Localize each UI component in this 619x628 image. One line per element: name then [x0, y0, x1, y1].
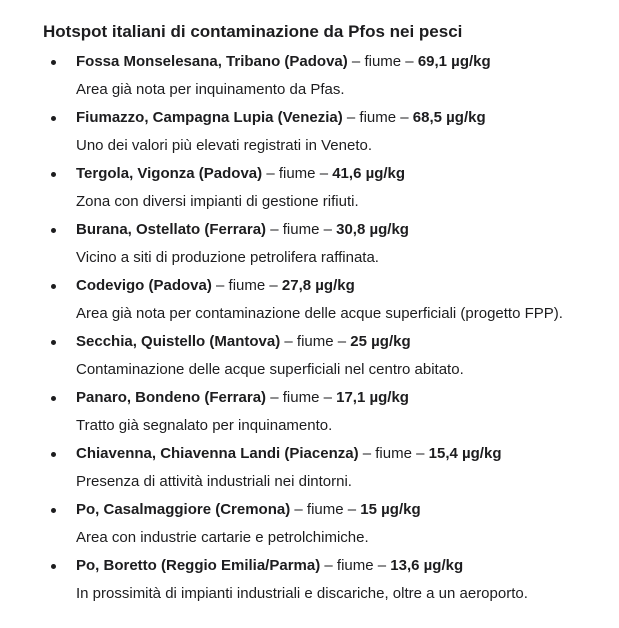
list-item	[43, 163, 613, 219]
bullet-icon	[51, 508, 56, 513]
item-heading: Chiavenna, Chiavenna Landi (Piacenza) – fiume – 15,4 µg/kg	[76, 445, 502, 462]
item-note: Uno dei valori più elevati registrati in Veneto.	[76, 137, 373, 154]
list-item	[43, 51, 613, 107]
document	[43, 18, 613, 611]
list-item	[43, 443, 613, 499]
item-type: fiume	[359, 109, 397, 126]
item-heading: Panaro, Bondeno (Ferrara) – fiume – 17,1 µg/kg	[76, 389, 409, 406]
item-note: Area con industrie cartarie e petrolchimiche.	[76, 529, 369, 546]
item-value: 27,8 µg/kg	[281, 277, 355, 294]
item-type: fiume	[336, 557, 374, 574]
document-title: Hotspot italiani di contaminazione da Pfos nei pesci	[43, 22, 463, 41]
item-note: Vicino a siti di produzione petrolifera raffinata.	[76, 249, 379, 266]
item-value: 30,8 µg/kg	[336, 221, 409, 238]
item-note: Presenza di attività industriali nei dintorni.	[76, 473, 352, 490]
item-type: fiume	[306, 501, 344, 518]
item-type: fiume	[278, 165, 316, 182]
item-place: Po, Casalmaggiore (Cremona)	[76, 501, 291, 518]
item-place: Fiumazzo, Campagna Lupia (Venezia)	[76, 109, 343, 126]
item-place: Codevigo (Padova)	[76, 277, 212, 294]
item-heading: Burana, Ostellato (Ferrara) – fiume – 30,8 µg/kg	[76, 221, 409, 238]
list-item	[43, 387, 613, 443]
item-value: 69,1 µg/kg	[417, 53, 491, 70]
item-place: Chiavenna, Chiavenna Landi (Piacenza)	[76, 445, 359, 462]
item-place: Burana, Ostellato (Ferrara)	[76, 221, 267, 238]
hotspot-list	[43, 51, 613, 611]
item-note: Contaminazione delle acque superficiali nel centro abitato.	[76, 361, 464, 378]
bullet-icon	[51, 60, 56, 65]
item-value: 13,6 µg/kg	[390, 557, 464, 574]
item-value: 41,6 µg/kg	[332, 165, 406, 182]
item-place: Po, Boretto (Reggio Emilia/Parma)	[76, 557, 321, 574]
item-value: 15,4 µg/kg	[428, 445, 502, 462]
bullet-icon	[51, 172, 56, 177]
item-heading: Fossa Monselesana, Tribano (Padova) – fiume – 69,1 µg/kg	[76, 53, 491, 70]
item-type: fiume	[282, 389, 320, 406]
item-value: 15 µg/kg	[360, 501, 421, 518]
item-heading: Secchia, Quistello (Mantova) – fiume – 25 µg/kg	[76, 333, 411, 350]
list-item	[43, 331, 613, 387]
item-type: fiume	[364, 53, 402, 70]
item-heading: Tergola, Vigonza (Padova) – fiume – 41,6 µg/kg	[76, 165, 406, 182]
item-heading: Codevigo (Padova) – fiume – 27,8 µg/kg	[76, 277, 355, 294]
item-heading: Po, Casalmaggiore (Cremona) – fiume – 15 µg/kg	[76, 501, 421, 518]
bullet-icon	[51, 564, 56, 569]
item-note: Tratto già segnalato per inquinamento.	[76, 417, 333, 434]
bullet-icon	[51, 396, 56, 401]
item-heading: Po, Boretto (Reggio Emilia/Parma) – fiume – 13,6 µg/kg	[76, 557, 464, 574]
list-item	[43, 499, 613, 555]
item-value: 17,1 µg/kg	[336, 389, 409, 406]
bullet-icon	[51, 284, 56, 289]
list-item	[43, 555, 613, 611]
item-type: fiume	[228, 277, 266, 294]
item-place: Fossa Monselesana, Tribano (Padova)	[76, 53, 348, 70]
list-item	[43, 219, 613, 275]
bullet-icon	[51, 228, 56, 233]
item-type: fiume	[375, 445, 412, 462]
item-place: Panaro, Bondeno (Ferrara)	[76, 389, 267, 406]
bullet-icon	[51, 340, 56, 345]
item-note: Area già nota per contaminazione delle acque superficiali (progetto FPP).	[76, 305, 563, 322]
list-item	[43, 107, 613, 163]
item-note: Zona con diversi impianti di gestione rifiuti.	[76, 193, 359, 210]
item-heading: Fiumazzo, Campagna Lupia (Venezia) – fiume – 68,5 µg/kg	[76, 109, 486, 126]
item-value: 25 µg/kg	[350, 333, 411, 350]
bullet-icon	[51, 452, 56, 457]
bullet-icon	[51, 116, 56, 121]
item-type: fiume	[296, 333, 334, 350]
item-place: Secchia, Quistello (Mantova)	[76, 333, 281, 350]
item-value: 68,5 µg/kg	[412, 109, 486, 126]
item-note: In prossimità di impianti industriali e discariche, oltre a un aeroporto.	[76, 585, 528, 602]
list-item	[43, 275, 613, 331]
item-note: Area già nota per inquinamento da Pfas.	[76, 81, 345, 98]
item-type: fiume	[282, 221, 320, 238]
item-place: Tergola, Vigonza (Padova)	[76, 165, 263, 182]
